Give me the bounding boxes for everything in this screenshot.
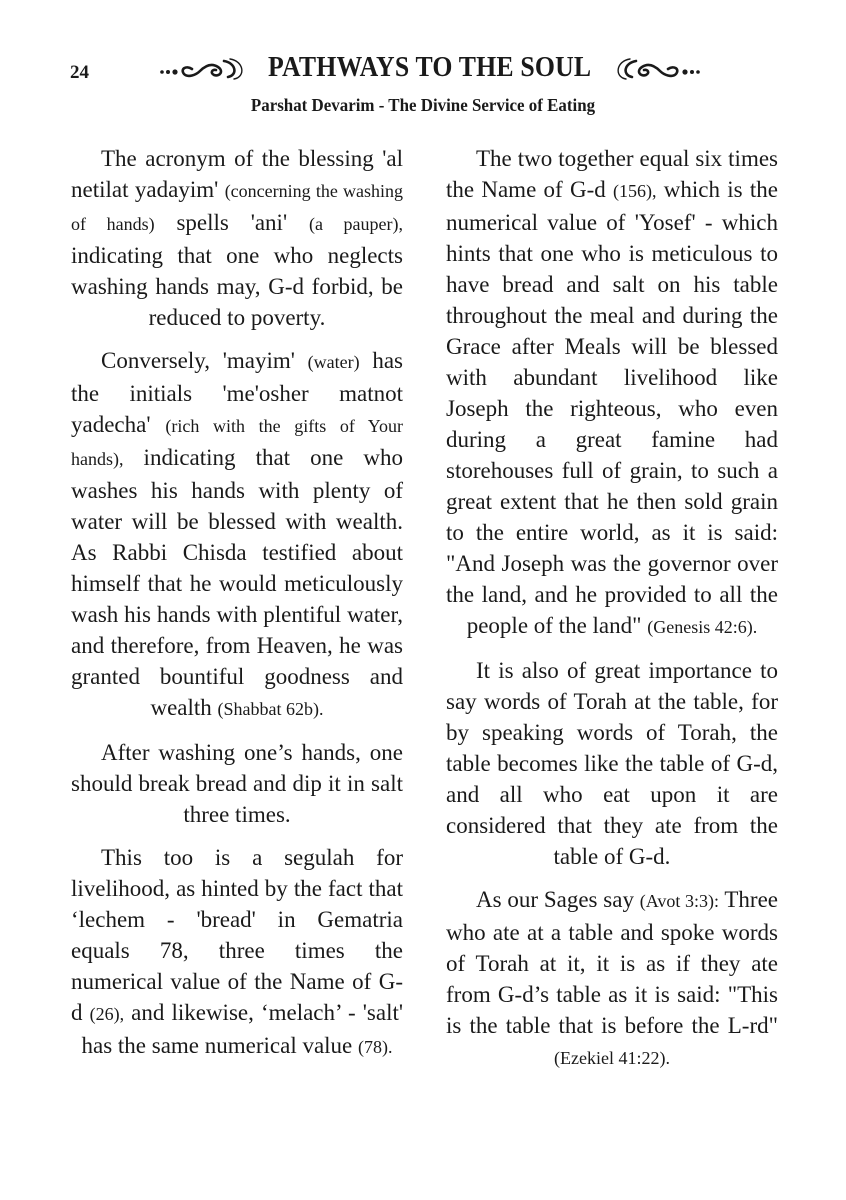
citation-text: (156), [613, 181, 657, 201]
paragraph [71, 143, 403, 333]
body-text: Three who ate at a table and spoke words of Torah at it, it is as if they ate from G-d’s table as it is said: "This is the table that is before the L-rd" [446, 887, 778, 1038]
running-head [130, 52, 730, 84]
citation-text: (rich with the gifts of Your hands), [71, 416, 403, 469]
citation-text: (78). [358, 1037, 393, 1057]
citation-text: (Shabbat 62b). [217, 699, 324, 719]
body-text: has the initials 'me'osher matnot yadecha' [71, 348, 403, 437]
body-text: which is the numerical value of 'Yosef' - which hints that one who is meticulous to have bread and salt on his table throughout the meal and during the Grace after Meals will be blessed with abundant livelihood like Joseph the righteous, who even during a great famine had storehouses full of grain, to such a great extent that he then sold grain to the entire world, as it is said: "And Joseph was the governor over the land, and he provided to all the people of the land" [446, 177, 778, 638]
citation-text: (Avot 3:3): [639, 891, 719, 911]
citation-text: (concerning the washing of hands) [71, 181, 403, 234]
right-column [446, 143, 778, 1086]
body-text: As our Sages say [476, 887, 640, 912]
left-column [71, 143, 403, 1075]
body-text: spells 'ani' [154, 210, 309, 235]
citation-text: (water) [307, 352, 360, 372]
flourish-left-icon [158, 55, 250, 81]
citation-text: (Ezekiel 41:22). [554, 1048, 670, 1068]
body-text: The two together equal six times the Name of G-d [446, 146, 778, 202]
citation-text: (26), [89, 1004, 125, 1024]
citation-text: (Genesis 42:6). [647, 617, 758, 637]
body-text: indicating that one who neglects washing hands may, G-d forbid, be reduced to poverty. [71, 243, 403, 330]
paragraph [71, 737, 403, 830]
body-text: After washing one’s hands, one should break bread and dip it in salt three times. [71, 740, 403, 827]
body-text: indicating that one who washes his hands with plenty of water will be blessed with wealth. As Rabbi Chisda testified about himself that he would meticulously wash his hands with plentiful water, and therefore, from Heaven, he was granted bountiful goodness and wealth [71, 445, 403, 720]
citation-text: (a pauper), [308, 214, 404, 234]
body-text: The acronym of the blessing 'al netilat yadayim' [71, 146, 403, 202]
paragraph [446, 143, 778, 643]
page-number: 24 [70, 62, 89, 83]
paragraph [71, 842, 403, 1063]
running-title: PATHWAYS TO THE SOUL [268, 52, 592, 83]
paragraph [446, 655, 778, 872]
paragraph [71, 345, 403, 725]
chapter-subtitle: Parshat Devarim - The Divine Service of Eating [250, 95, 596, 115]
body-text: Conversely, 'mayim' [101, 348, 308, 373]
body-text: It is also of great importance to say words of Torah at the table, for by speaking words of Torah, the table becomes like the table of G-d, and all who eat upon it are considered that they ate from the table of G-d. [446, 658, 778, 869]
body-text: This too is a segulah for livelihood, as hinted by the fact that ‘lechem - 'bread' in Gematria equals 78, three times the numerical value of the Name of G-d [71, 845, 403, 1025]
body-text: and likewise, ‘melach’ - 'salt' has the same numerical value [81, 1000, 404, 1058]
flourish-right-icon [610, 55, 702, 81]
paragraph [446, 884, 778, 1074]
